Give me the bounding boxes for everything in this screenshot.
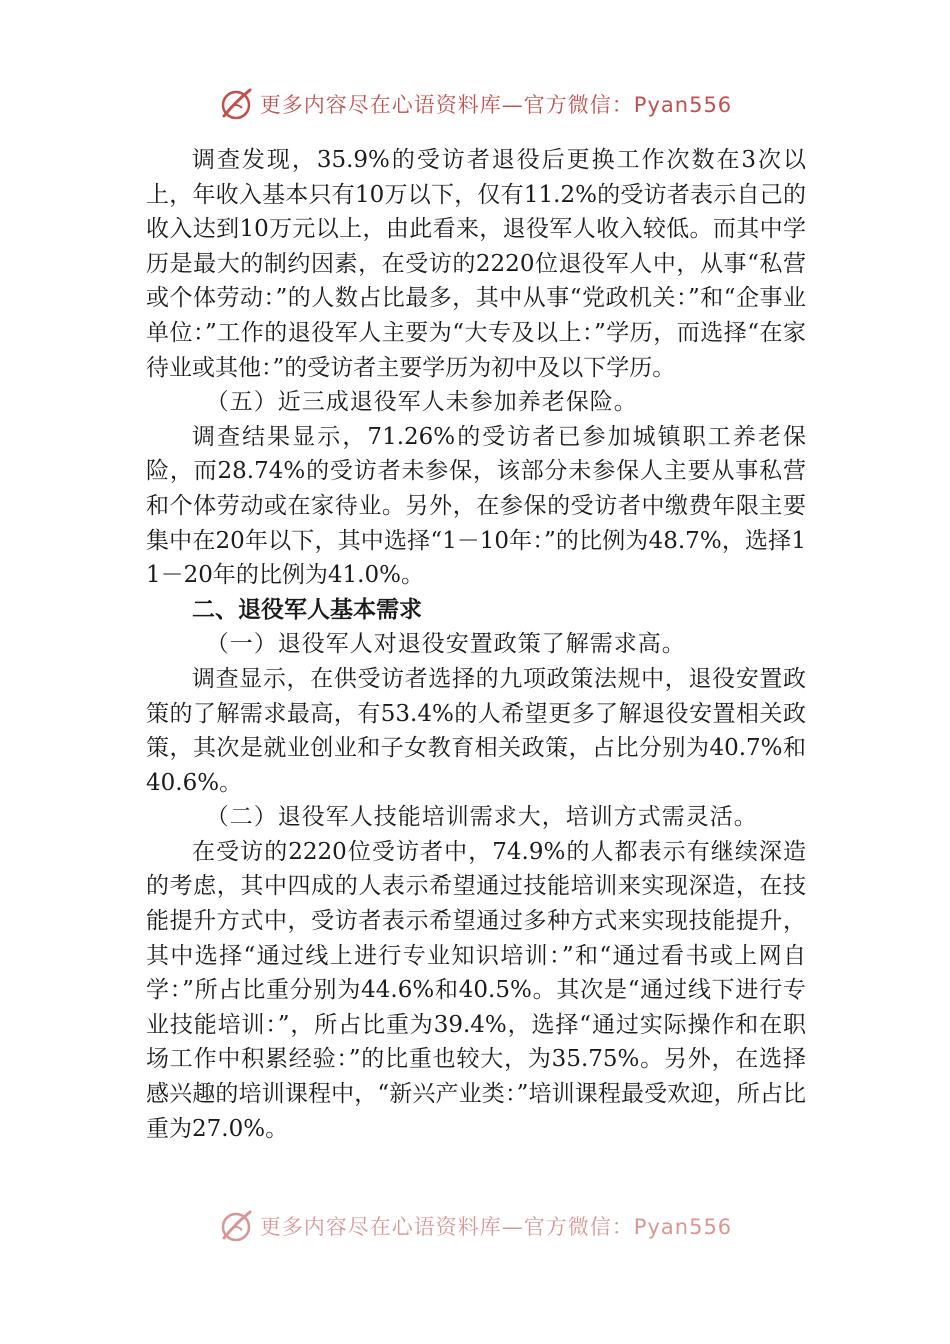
section-heading-needs: 二、退役军人基本需求 xyxy=(192,596,422,623)
subheading-policy: （一）退役军人对退役安置政策了解需求高。 xyxy=(205,631,686,658)
brush-logo-icon xyxy=(218,1208,254,1244)
paragraph-income: 调查发现，35.9%的受访者退役后更换工作次数在3次以上，年收入基本只有10万以下，仅有11.2%的受访者表示自己的收入达到10万元以上，由此看来，退役军人收入较低。而其中学历是最大的制约因素，在受访的2220位退役军人中，从事“私营或个体劳动：”的人数占比最多，其中从事“党政机关：”和“企事业单位：”工作的退役军人主要为“大专及以上：”学历，而选择“在家待业或其他：”的受访者主要学历为初中及以下学历。 xyxy=(146,147,806,381)
subheading-pension: （五）近三成退役军人未参加养老保险。 xyxy=(205,389,638,416)
subheading-training: （二）退役军人技能培训需求大，培训方式需灵活。 xyxy=(205,804,758,831)
paragraph-training: 在受访的2220位受访者中，74.9%的人都表示有继续深造的考虑，其中四成的人表示希望通过技能培训来实现深造，在技能提升方式中，受访者表示希望通过多种方式来实现技能提升，其中选择“通过线上进行专业知识培训：”和“通过看书或上网自学：”所占比重分别为44.6%和40.5%。其次是“通过线下进行专业技能培训：”，所占比重为39.4%，选择“通过实际操作和在职场工作中积累经验：”的比重也较大，为35.75%。另外，在选择感兴趣的培训课程中，“新兴产业类：”培训课程最受欢迎，所占比重为27.0%。 xyxy=(146,838,806,1142)
brush-logo-icon xyxy=(218,86,254,122)
paragraph-pension: 调查结果显示，71.26%的受访者已参加城镇职工养老保险，而28.74%的受访者未参保，该部分未参保人主要从事私营和个体劳动或在家待业。另外，在参保的受访者中缴费年限主要集中在20年以下，其中选择“1－10年：”的比例为48.7%，选择11－20年的比例为41.0%。 xyxy=(146,423,806,589)
document-body xyxy=(146,143,806,1146)
watermark-text: 更多内容尽在心语资料库—官方微信：Pyan556 xyxy=(259,93,733,117)
watermark-text: 更多内容尽在心语资料库—官方微信：Pyan556 xyxy=(259,1215,733,1239)
watermark-header xyxy=(0,86,950,122)
paragraph-policy: 调查显示，在供受访者选择的九项政策法规中，退役安置政策的了解需求最高，有53.4%的人希望更多了解退役安置相关政策，其次是就业创业和子女教育相关政策，占比分别为40.7%和40.6%。 xyxy=(146,665,806,796)
watermark-footer xyxy=(0,1208,950,1244)
